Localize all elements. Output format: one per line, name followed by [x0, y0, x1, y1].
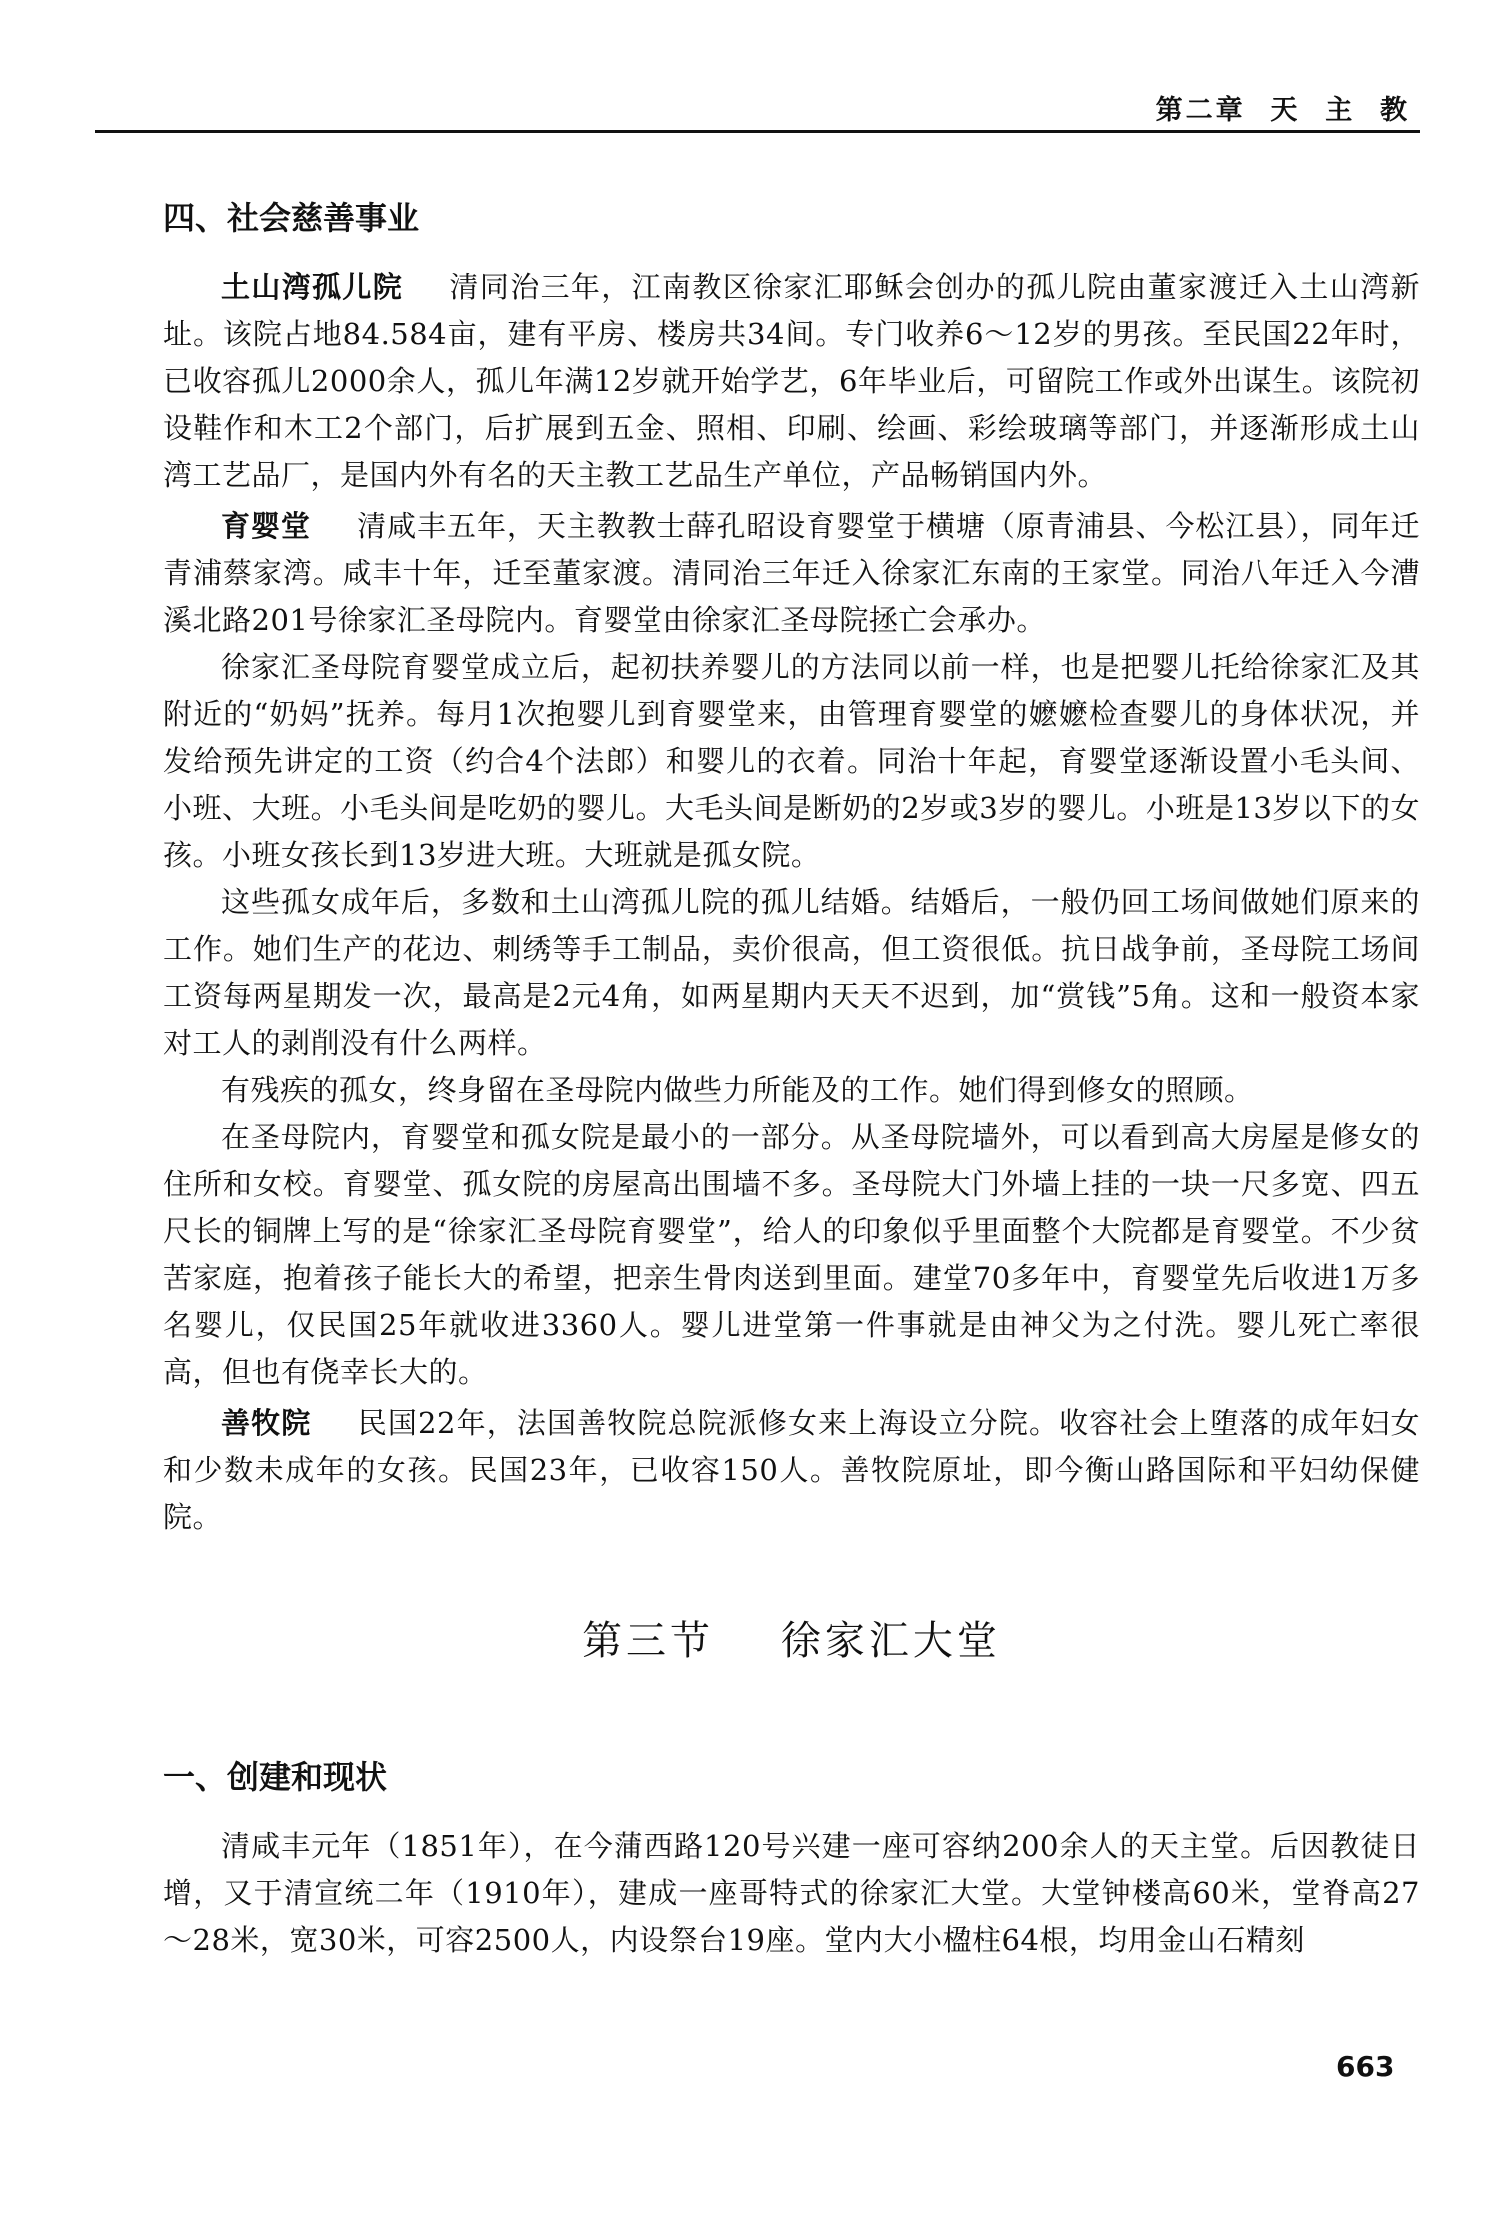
- entry-orphanage: [163, 264, 1420, 499]
- paragraph: 清咸丰元年（1851年），在今蒲西路120号兴建一座可容纳200余人的天主堂。后因教徒日增，又于清宣统二年（1910年），建成一座哥特式的徐家汇大堂。大堂钟楼高60米，堂脊高27～28米，宽30米，可容2500人，内设祭台19座。堂内大小楹柱64根，均用金山石精刻: [163, 1829, 1420, 1957]
- entry-term: 善牧院: [221, 1406, 312, 1440]
- paragraph: 这些孤女成年后，多数和土山湾孤儿院的孤儿结婚。结婚后，一般仍回工场间做她们原来的工作。她们生产的花边、刺绣等手工制品，卖价很高，但工资很低。抗日战争前，圣母院工场间工资每两星期发一次，最高是2元4角，如两星期内天天不迟到，加“赏钱”5角。这和一般资本家对工人的剥削没有什么两样。: [163, 885, 1420, 1060]
- page-number: 663: [1336, 2050, 1395, 2083]
- paragraph: 有残疾的孤女，终身留在圣母院内做些力所能及的工作。她们得到修女的照顾。: [221, 1073, 1254, 1107]
- entry-good-shepherd: [163, 1400, 1420, 1541]
- header-rule: [95, 130, 1420, 133]
- running-head: 第二章 天 主 教: [1155, 95, 1410, 126]
- entry-term: 育婴堂: [221, 509, 311, 543]
- paragraph: 在圣母院内，育婴堂和孤女院是最小的一部分。从圣母院墙外，可以看到高大房屋是修女的住所和女校。育婴堂、孤女院的房屋高出围墙不多。圣母院大门外墙上挂的一块一尺多宽、四五尺长的铜牌上写的是“徐家汇圣母院育婴堂”，给人的印象似乎里面整个大院都是育婴堂。不少贫苦家庭，抱着孩子能长大的希望，把亲生骨肉送到里面。建堂70多年中，育婴堂先后收进1万多名婴儿，仅民国25年就收进3360人。婴儿进堂第一件事就是由神父为之付洗。婴儿死亡率很高，但也有侥幸长大的。: [163, 1120, 1420, 1389]
- section-heading-founding: 一、创建和现状: [163, 1758, 388, 1796]
- entry-text: 民国22年，法国善牧院总院派修女来上海设立分院。收容社会上堕落的成年妇女和少数未成年的女孩。民国23年，已收容150人。善牧院原址，即今衡山路国际和平妇幼保健院。: [163, 1406, 1420, 1534]
- entry-text: 清同治三年，江南教区徐家汇耶稣会创办的孤儿院由董家渡迁入土山湾新址。该院占地84.584亩，建有平房、楼房共34间。专门收养6～12岁的男孩。至民国22年时，已收容孤儿2000余人，孤儿年满12岁就开始学艺，6年毕业后，可留院工作或外出谋生。该院初设鞋作和木工2个部门，后扩展到五金、照相、印刷、绘画、彩绘玻璃等部门，并逐渐形成土山湾工艺品厂，是国内外有名的天主教工艺品生产单位，产品畅销国内外。: [163, 270, 1420, 492]
- page-content: [163, 190, 1420, 1964]
- section-heading-charity: 四、社会慈善事业: [163, 199, 420, 237]
- entry-nursery: [163, 503, 1420, 644]
- entry-term: 土山湾孤儿院: [221, 270, 404, 304]
- paragraph: 徐家汇圣母院育婴堂成立后，起初扶养婴儿的方法同以前一样，也是把婴儿托给徐家汇及其附近的“奶妈”抚养。每月1次抱婴儿到育婴堂来，由管理育婴堂的嬷嬷检查婴儿的身体状况，并发给预先讲定的工资（约合4个法郎）和婴儿的衣着。同治十年起，育婴堂逐渐设置小毛头间、小班、大班。小毛头间是吃奶的婴儿。大毛头间是断奶的2岁或3岁的婴儿。小班是13岁以下的女孩。小班女孩长到13岁进大班。大班就是孤女院。: [163, 650, 1420, 872]
- section-title: 第三节 徐家汇大堂: [582, 1618, 1001, 1664]
- entry-text: 清咸丰五年，天主教教士薛孔昭设育婴堂于横塘（原青浦县、今松江县），同年迁青浦蔡家湾。咸丰十年，迁至董家渡。清同治三年迁入徐家汇东南的王家堂。同治八年迁入今漕溪北路201号徐家汇圣母院内。育婴堂由徐家汇圣母院拯亡会承办。: [163, 509, 1420, 637]
- page-header: [95, 80, 1420, 132]
